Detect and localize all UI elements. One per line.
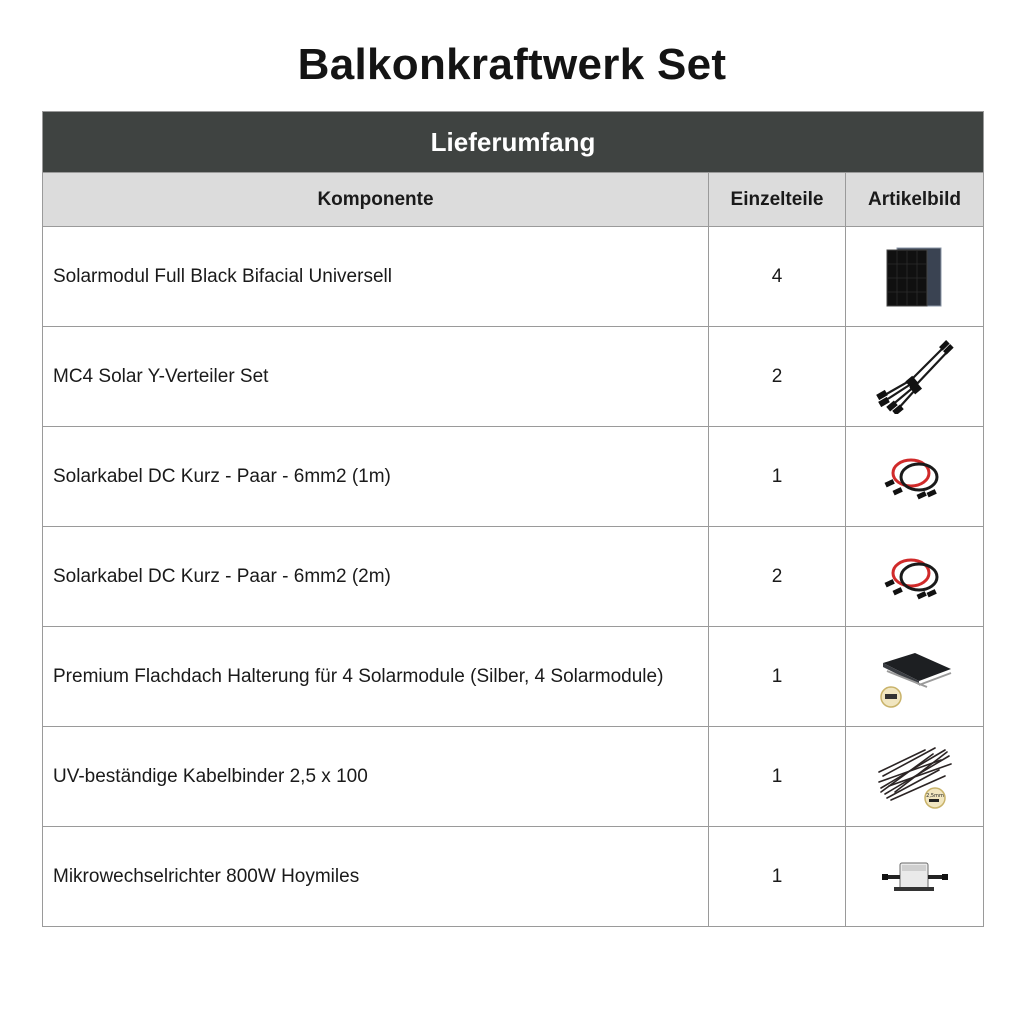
quantity-value: 1: [709, 627, 846, 727]
table-row: [43, 227, 984, 327]
table-header-row: [43, 173, 984, 227]
table-row: [43, 527, 984, 627]
component-name: UV-beständige Kabelbinder 2,5 x 100: [43, 727, 709, 827]
solar-panel-icon: [885, 244, 945, 310]
quantity-value: 1: [709, 727, 846, 827]
flat-roof-mount-icon: [875, 645, 955, 709]
microinverter-icon: [880, 857, 950, 897]
component-name: Mikrowechselrichter 800W Hoymiles: [43, 827, 709, 927]
component-name: Solarkabel DC Kurz - Paar - 6mm2 (2m): [43, 527, 709, 627]
product-image: [846, 727, 984, 827]
component-name: Premium Flachdach Halterung für 4 Solarmodule (Silber, 4 Solarmodule): [43, 627, 709, 727]
table-row: [43, 827, 984, 927]
table-banner-row: [43, 112, 984, 173]
solar-cable-pair-icon: [883, 451, 947, 503]
product-image: [846, 627, 984, 727]
delivery-scope-table: [42, 111, 984, 927]
header-image: Artikelbild: [846, 173, 984, 227]
quantity-value: 4: [709, 227, 846, 327]
size-badge-text: 2,5mm: [925, 792, 944, 799]
product-image: [846, 227, 984, 327]
table-banner: Lieferumfang: [43, 112, 984, 173]
product-image: [846, 327, 984, 427]
component-name: Solarmodul Full Black Bifacial Universell: [43, 227, 709, 327]
quantity-value: 2: [709, 527, 846, 627]
solar-cable-pair-icon: [883, 551, 947, 603]
y-splitter-cable-icon: [875, 340, 955, 414]
table-row: [43, 427, 984, 527]
table-row: [43, 627, 984, 727]
product-image: [846, 527, 984, 627]
product-image: [846, 827, 984, 927]
header-quantity: Einzelteile: [709, 173, 846, 227]
header-component: Komponente: [43, 173, 709, 227]
cable-ties-icon: [875, 742, 955, 812]
product-image: [846, 427, 984, 527]
component-name: MC4 Solar Y-Verteiler Set: [43, 327, 709, 427]
table-row: [43, 327, 984, 427]
quantity-value: 2: [709, 327, 846, 427]
quantity-value: 1: [709, 427, 846, 527]
page-title: Balkonkraftwerk Set: [297, 40, 727, 89]
quantity-value: 1: [709, 827, 846, 927]
table-row: [43, 727, 984, 827]
component-name: Solarkabel DC Kurz - Paar - 6mm2 (1m): [43, 427, 709, 527]
